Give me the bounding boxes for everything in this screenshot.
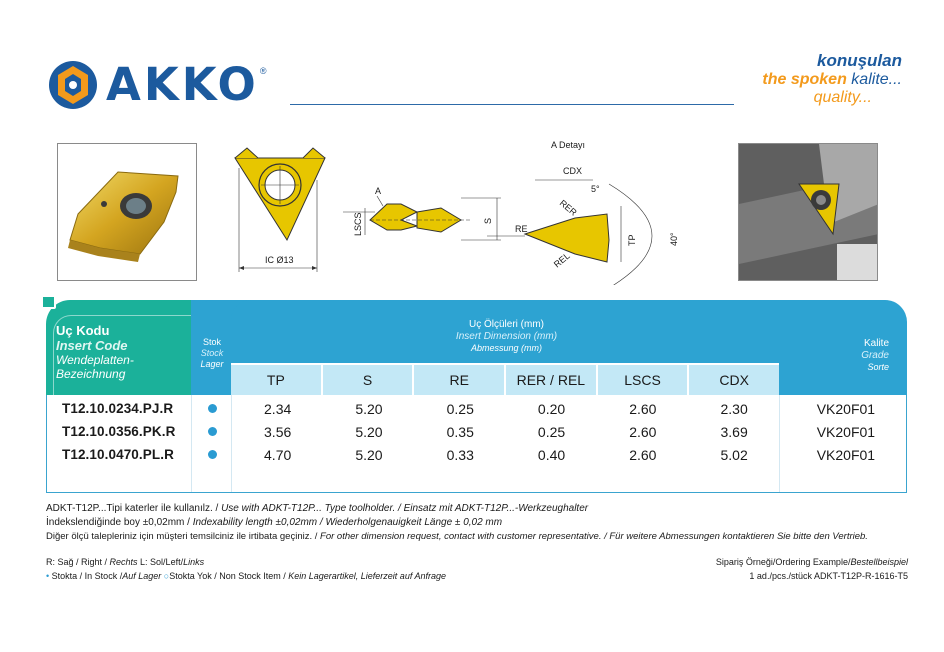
insert-photo (57, 143, 197, 281)
s-value: 5.20 (355, 400, 383, 417)
grade-value: VK20F01 (816, 400, 876, 417)
in-stock-dot-icon (208, 450, 217, 459)
angle-5-label: 5° (591, 184, 600, 194)
note-other-dimensions: Diğer ölçü talepleriniz için müşteri temsilciniz ile irtibata geçiniz. / For other dimension request, contact with customer representative. / Für weitere Abmessungen kontaktieren Sie bitte den Vertrieb. (46, 531, 868, 542)
insert-code-title-de: Wendeplatten-Bezeichnung (56, 352, 134, 381)
table-row (47, 443, 906, 466)
rer-rel-value: 0.25 (537, 423, 566, 440)
usage-notes (46, 502, 916, 544)
insert-code-title-en: Insert Code (56, 337, 128, 353)
header-divider (290, 104, 734, 105)
re-value: 0.33 (446, 446, 474, 463)
column-header-rer-rel: RER / REL (506, 363, 598, 395)
lscs-value: 2.60 (629, 400, 657, 417)
s-value: 5.20 (355, 423, 383, 440)
rer-label: RER (557, 197, 579, 218)
insert-table (46, 300, 907, 493)
insert-technical-drawing (225, 140, 705, 285)
toolholder-photo (738, 143, 878, 281)
rer-rel-value: 0.40 (537, 446, 566, 463)
in-stock-dot-icon (208, 404, 217, 413)
akko-logo (48, 60, 266, 110)
slogan-line-1: konuşulan (816, 51, 902, 70)
re-value: 0.25 (446, 400, 474, 417)
legend-stock: • Stokta / In Stock /Auf Lager ○Stokta Yok / Non Stock Item / Kein Lagerartikel, Lieferzeit auf Anfrage (46, 571, 447, 581)
legend-hand: R: Sağ / Right / Rechts L: Sol/Left/Links (46, 557, 205, 567)
grade-value: VK20F01 (816, 446, 876, 463)
insert-code-title-tr: Uç Kodu (56, 323, 110, 338)
cdx-label: CDX (563, 166, 583, 176)
note-toolholder: ADKT-T12P...Tipi katerler ile kullanılz. / Use with ADKT-T12P... Type toolholder. / Einsatz mit ADKT-T12P...-Werkzeughalter (46, 503, 589, 514)
stock-header: Stok Stock Lager (191, 300, 231, 395)
table-row (47, 420, 906, 443)
ic-label: IC Ø13 (265, 255, 294, 265)
grade-header: Kalite Grade Sorte (861, 338, 889, 372)
brand-name: AKKO (106, 58, 259, 111)
tp-value: 4.70 (264, 446, 292, 463)
angle-40-label: 40° (669, 232, 679, 246)
slogan-line-2: the spoken kalite... (762, 71, 902, 88)
insert-code: T12.10.0356.PK.R (62, 424, 176, 439)
in-stock-dot-icon (208, 427, 217, 436)
legend (46, 555, 446, 583)
column-header-tp: TP (231, 363, 323, 395)
dimension-header: Uç Ölçüleri (mm) Insert Dimension (mm) Abmessung (mm) (231, 300, 782, 363)
column-header-re: RE (414, 363, 506, 395)
grade-value: VK20F01 (816, 423, 876, 440)
ordering-example (716, 555, 908, 583)
insert-code-header (46, 300, 191, 395)
slogan-line-3: quality... (813, 89, 872, 106)
insert-code: T12.10.0234.PJ.R (62, 401, 174, 416)
ordering-example-title: Sipariş Örneği/Ordering Example/Bestellbeispiel (715, 557, 908, 567)
tp-label: TP (627, 234, 637, 246)
rer-rel-value: 0.20 (537, 400, 566, 417)
insert-code: T12.10.0470.PL.R (62, 447, 174, 462)
dimension-columns (231, 363, 779, 395)
lscs-label: LSCS (353, 212, 363, 236)
column-header-lscs: LSCS (598, 363, 690, 395)
cdx-value: 5.02 (720, 446, 748, 463)
ordering-example-value: 1 ad./pcs./stück ADKT-T12P-R-1616-T5 (749, 571, 908, 581)
registered-mark: ® (259, 66, 267, 76)
table-row (47, 397, 906, 420)
cdx-value: 3.69 (720, 423, 748, 440)
tp-value: 2.34 (264, 400, 292, 417)
lscs-value: 2.60 (629, 446, 657, 463)
akko-logo-mark-icon (48, 60, 98, 110)
s-label: S (483, 217, 493, 224)
header-tag-icon (41, 295, 56, 309)
re-value: 0.35 (446, 423, 474, 440)
non-stock-bullet-icon: ○ (163, 571, 170, 581)
re-label: RE (515, 224, 528, 234)
rel-label: REL (551, 250, 572, 270)
lscs-value: 2.60 (629, 423, 657, 440)
s-value: 5.20 (355, 446, 383, 463)
a-label: A (375, 186, 382, 196)
column-header-cdx: CDX (689, 363, 779, 395)
cdx-value: 2.30 (720, 400, 748, 417)
in-stock-bullet-icon: • (46, 571, 50, 581)
tp-value: 3.56 (264, 423, 292, 440)
note-indexability: İndekslendiğinde boy ±0,02mm / Indexability length ±0,02mm / Wiederholgenauigkeit Länge ± 0,02 mm (46, 517, 503, 528)
column-header-s: S (323, 363, 415, 395)
detail-title: A Detayı (551, 140, 586, 150)
table-body (46, 395, 907, 493)
slogan (762, 52, 902, 106)
